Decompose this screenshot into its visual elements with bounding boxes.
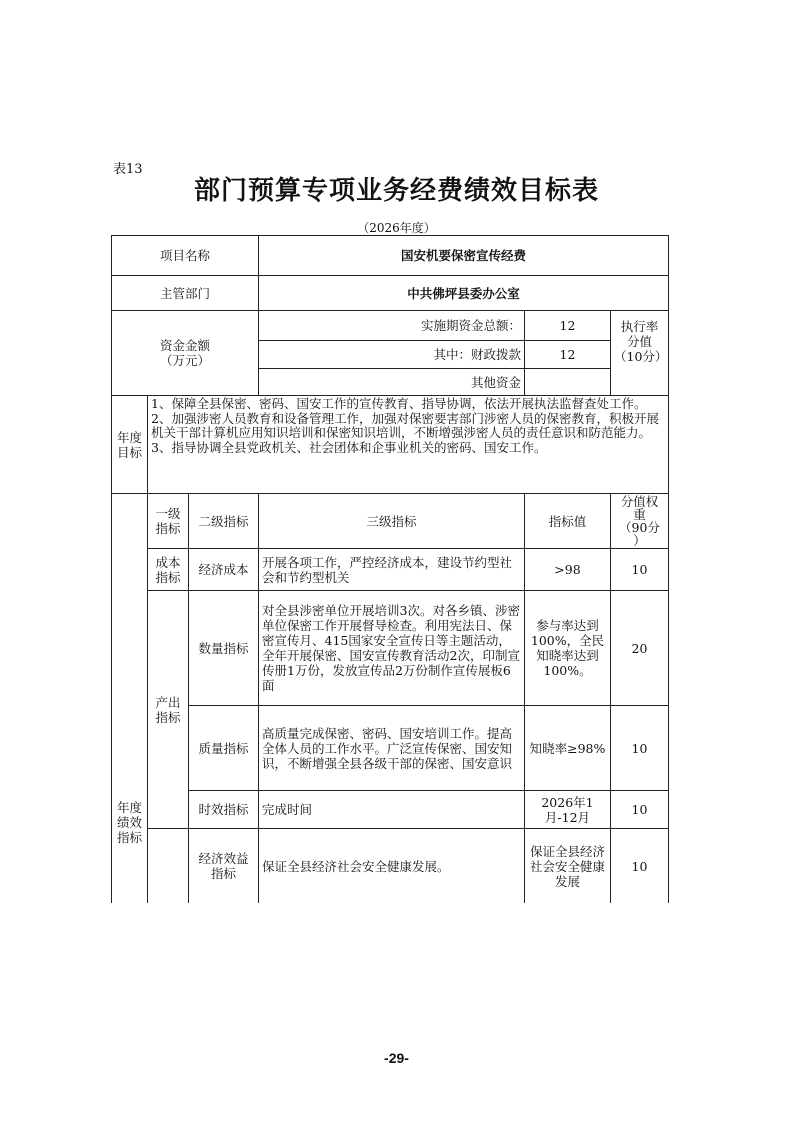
quality-score: 10	[610, 705, 669, 791]
header-value: 指标值	[524, 493, 611, 549]
cost-l1: 成本 指标	[147, 548, 189, 591]
benefit-l3: 保证全县经济社会安全健康发展。	[258, 828, 525, 903]
funds-total-label: 实施期资金总额：	[258, 310, 525, 341]
project-name-label: 项目名称	[111, 235, 259, 276]
funds-fiscal-label: 其中：财政拨款	[258, 340, 525, 369]
cost-l3: 开展各项工作，严控经济成本，建设节约型社会和节约型机关	[258, 548, 525, 591]
dept-label: 主管部门	[111, 275, 259, 311]
quantity-l3: 对全县涉密单位开展培训3次。对各乡镇、涉密单位保密工作开展督导检查。利用宪法日、保密宣传月、415国家安全宣传日等主题活动，全年开展保密、国安宣传教育活动2次，印制宣传册1万份，发放宣传品2万份制作宣传展板6面	[258, 590, 525, 706]
cost-score: 10	[610, 548, 669, 591]
year-label: （2026年度）	[357, 221, 436, 235]
quantity-value: 参与率达到100%，全民知晓率达到100%。	[524, 590, 611, 706]
annual-goal-label: 年度 目标	[111, 395, 148, 494]
timeliness-value: 2026年1月-12月	[524, 790, 611, 829]
quantity-score: 20	[610, 590, 669, 706]
benefit-value: 保证全县经济社会安全健康发展	[524, 828, 611, 903]
header-level2: 二级指标	[188, 493, 259, 549]
funds-other-label: 其他资金	[258, 368, 525, 396]
header-level3: 三级指标	[258, 493, 525, 549]
header-level1: 一级 指标	[147, 493, 189, 549]
funds-label: 资金金额 （万元）	[111, 310, 259, 396]
cost-l2: 经济成本	[188, 548, 259, 591]
funds-other-value	[524, 368, 611, 396]
output-l1: 产出 指标	[147, 590, 189, 829]
quality-value: 知晓率≥98%	[524, 705, 611, 791]
project-name-value: 国安机要保密宣传经费	[258, 235, 669, 276]
annual-goal-text: 1、保障全县保密、密码、国安工作的宣传教育、指导协调，依法开展执法监督查处工作。 2、加强涉密人员教育和设备管理工作，加强对保密要害部门涉密人员的保密教育，积极开展机关干部计算机应用知识培训和保密知识培训，不断增强涉密人员的责任意识和防范能力。3、指导协调全县党政机关、社会团体和企事业机关的密码、国安工作。	[147, 395, 669, 494]
table-number: 表13	[113, 162, 143, 177]
cost-value: >98	[524, 548, 611, 591]
benefit-l1	[147, 828, 189, 903]
benefit-l2: 经济效益 指标	[188, 828, 259, 903]
timeliness-l2: 时效指标	[188, 790, 259, 829]
page-number: -29-	[384, 1050, 409, 1066]
quality-l2: 质量指标	[188, 705, 259, 791]
dept-value: 中共佛坪县委办公室	[258, 275, 669, 311]
quality-l3: 高质量完成保密、密码、国安培训工作。提高全体人员的工作水平。广泛宣传保密、国安知识，不断增强全县各级干部的保密、国安意识	[258, 705, 525, 791]
page-title: 部门预算专项业务经费绩效目标表	[193, 176, 599, 206]
indicators-section-label: 年度 绩效 指标	[111, 493, 148, 903]
quantity-l2: 数量指标	[188, 590, 259, 706]
timeliness-l3: 完成时间	[258, 790, 525, 829]
header-score: 分值权 重 （90分 ）	[610, 493, 669, 549]
benefit-score: 10	[610, 828, 669, 903]
timeliness-score: 10	[610, 790, 669, 829]
funds-total-value: 12	[524, 310, 611, 341]
funds-fiscal-value: 12	[524, 340, 611, 369]
execution-rate-label: 执行率 分值 （10分）	[610, 310, 669, 396]
